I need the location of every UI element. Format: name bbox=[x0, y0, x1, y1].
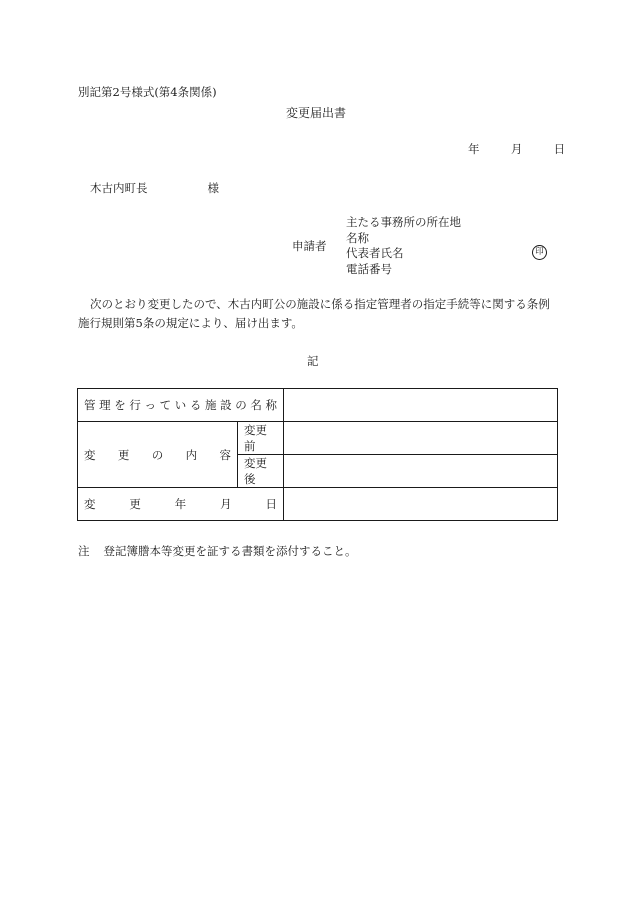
content-label-cell bbox=[78, 422, 238, 488]
month-label: 月 bbox=[510, 142, 523, 156]
applicant-field-address: 主たる事務所の所在地 bbox=[346, 215, 461, 229]
note bbox=[78, 543, 357, 559]
body-paragraph: 次のとおり変更したので、木古内町公の施設に係る指定管理者の指定手続等に関する条例施行規則第5条の規定により、届け出ます。 bbox=[78, 297, 550, 330]
date-label-cell bbox=[78, 488, 284, 521]
facility-label-char: て bbox=[159, 398, 172, 412]
facility-label-char: い bbox=[174, 398, 187, 412]
facility-label-char: 行 bbox=[129, 398, 141, 412]
facility-label-char: を bbox=[114, 398, 126, 412]
facility-label-char: 管 bbox=[84, 398, 96, 412]
note-mark: 注 bbox=[78, 544, 90, 558]
recipient-name: 木古内町長 bbox=[90, 181, 148, 195]
recipient bbox=[90, 180, 219, 196]
facility-label-char: 名 bbox=[250, 398, 262, 412]
ki-heading: 記 bbox=[307, 354, 319, 368]
document-title: 変更届出書 bbox=[286, 106, 347, 120]
date-label-char: 変 bbox=[84, 497, 96, 511]
seal-mark: 印 bbox=[532, 245, 547, 260]
table-row-date bbox=[78, 488, 558, 521]
facility-label-cell bbox=[78, 389, 284, 422]
date-value-cell[interactable] bbox=[284, 488, 558, 521]
after-value-cell[interactable] bbox=[284, 455, 558, 488]
day-label: 日 bbox=[553, 142, 566, 156]
table-row-before bbox=[78, 422, 558, 455]
date-line bbox=[468, 141, 565, 157]
date-label-char: 更 bbox=[129, 497, 141, 511]
applicant-field-name: 名称 bbox=[346, 230, 369, 245]
content-label-char: 容 bbox=[219, 447, 231, 462]
facility-label-char: っ bbox=[144, 398, 156, 412]
facility-label-char: の bbox=[235, 398, 247, 412]
applicant-label: 申請者 bbox=[292, 239, 327, 253]
facility-value-cell[interactable] bbox=[284, 389, 558, 422]
table-row-facility bbox=[78, 389, 558, 422]
detail-table bbox=[77, 388, 558, 521]
facility-label-char: 設 bbox=[220, 398, 232, 412]
note-text: 登記簿謄本等変更を証する書類を添付すること。 bbox=[103, 544, 357, 558]
content-label-char: 更 bbox=[117, 447, 130, 462]
applicant-field-representative: 代表者氏名 bbox=[346, 246, 404, 260]
content-label-char: 変 bbox=[84, 447, 96, 462]
year-label: 年 bbox=[468, 142, 480, 156]
content-label-char: の bbox=[151, 447, 164, 462]
facility-label-char: 施 bbox=[205, 398, 217, 412]
form-id-line: 別記第2号様式(第4条関係) bbox=[78, 85, 217, 99]
date-label-char: 月 bbox=[220, 497, 232, 511]
recipient-honorific: 様 bbox=[207, 181, 219, 195]
after-label: 変更後 bbox=[238, 455, 284, 488]
applicant-fields bbox=[346, 215, 461, 277]
facility-label bbox=[84, 397, 277, 413]
before-label: 変更前 bbox=[238, 422, 284, 455]
date-label-char: 日 bbox=[265, 497, 277, 511]
facility-label-char: 称 bbox=[265, 398, 277, 412]
content-label-char: 内 bbox=[185, 447, 198, 462]
before-value-cell[interactable] bbox=[284, 422, 558, 455]
facility-label-char: る bbox=[189, 398, 202, 412]
date-label-char: 年 bbox=[174, 497, 187, 511]
date-label bbox=[84, 496, 277, 512]
content-label bbox=[84, 447, 231, 463]
applicant-field-phone: 電話番号 bbox=[346, 261, 392, 276]
facility-label-char: 理 bbox=[99, 398, 111, 412]
